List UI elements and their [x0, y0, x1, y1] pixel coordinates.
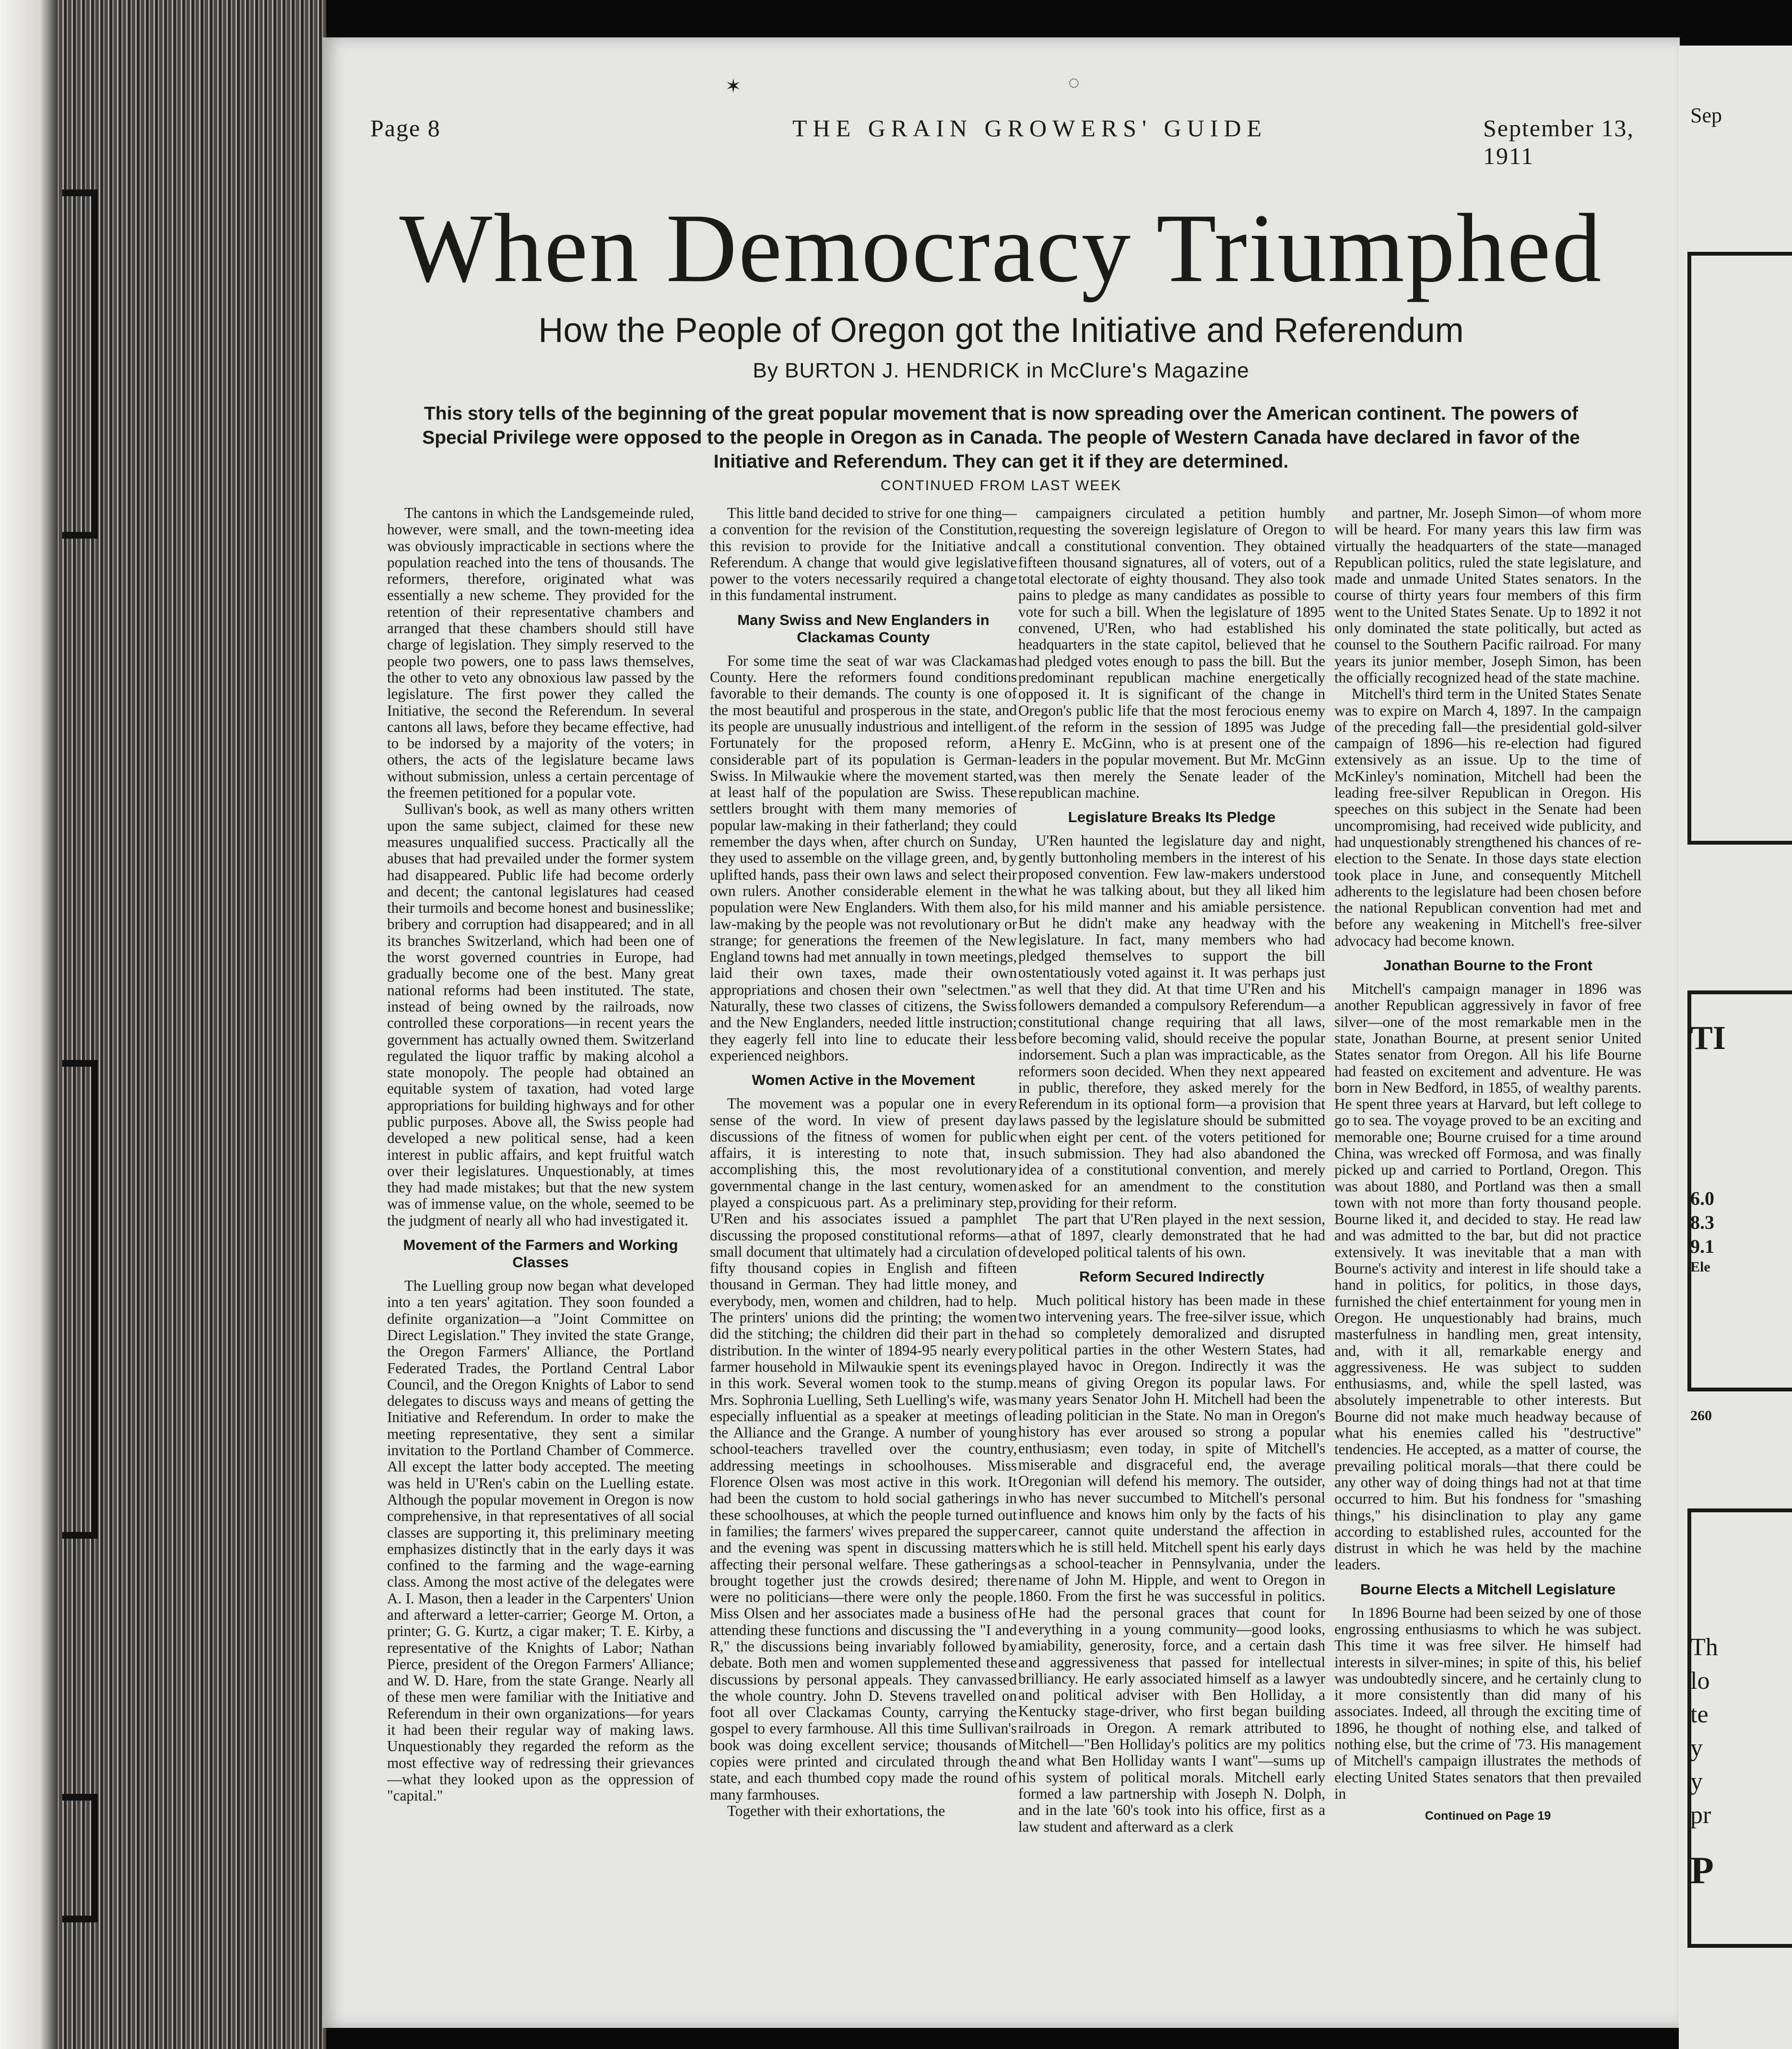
fragment-text: pr: [1690, 1802, 1711, 1829]
section-heading: Jonathan Bourne to the Front: [1383, 957, 1592, 974]
facing-page-fragment: [1679, 46, 1792, 2049]
advert-box: [1687, 252, 1792, 845]
article-paragraph: The cantons in which the Landsgemeinde ruled, however, were small, and the town-meeting idea was obviously impracticable in sections where the population reached into the tens of thousands. The reformers, therefore, originated what was essentially a new scheme. They provided for the retention of their representative chambers and arranged that these chambers should still have charge of legislation. They simply reserved to the people two powers, one to pass laws themselves, the other to veto any obnoxious law passed by the legislature. The first power they called the Initiative, the second the Referendum. In several cantons all laws, before they became effective, had to be indorsed by a majority of the voters; in others, the acts of the legislature became laws without submission, unless a certain percentage of the freemen petitioned for a popular vote.: [387, 505, 694, 801]
binding-bracket: [62, 1794, 98, 1922]
article-paragraph: Sullivan's book, as well as many others written upon the same subject, claimed for these new measures unqualified success. Practically all the abuses that had prevailed under the former system had disappeared. Public life had become orderly and decent; the cantonal legislatures had ceased their turmoils and become honest and businesslike; bribery and corruption had disappeared; and in all its branches Switzerland, which had been one of the worst governed countries in Europe, had gradually become one of the best. Many great national reforms had been instituted. The state, instead of being owned by the railroads, now controlled these corporations—in recent years the government has actually owned them. Switzerland regulated the liquor traffic by making alcohol a state monopoly. The people had obtained an equitable system of taxation, had voted large appropriations for building highways and for other public purposes. Above all, the Swiss people had developed a new political sense, had a keen interest in public affairs, and kept fruitful watch over their legislatures. Unquestionably, at times they had made mistakes; but that the new system was of immense value, on the whole, seemed to be the judgment of nearly all who had investigated it.: [387, 801, 694, 1229]
article-paragraph: This little band decided to strive for one thing—a convention for the revision of the Constitution, this revision to provide for the Initiative and Referendum. A change that would give legislative power to the voters necessarily required a change in this fundamental instrument.: [710, 505, 1017, 604]
article-paragraph: campaigners circulated a petition humbly requesting the sovereign legislature of Oregon to call a constitutional convention. They obtained fifteen thousand signatures, all of voters, out of a total electorate of eighty thousand. They also took pains to pledge as many candidates as possible to vote for such a bill. When the legislature of 1895 convened, U'Ren, who had established his headquarters in the state capitol, believed that he had pledged votes enough to pass the bill. But the predominant republican machine energetically opposed it. It is significant of the change in Oregon's public life that the most ferocious enemy of the reform in the session of 1895 was Judge Henry E. McGinn, who is at present one of the leaders in the popular movement. But Mr. McGinn was then merely the Senate leader of the republican machine.: [1018, 505, 1325, 801]
section-heading: Women Active in the Movement: [752, 1072, 975, 1089]
section-heading: Bourne Elects a Mitchell Legislature: [1360, 1580, 1616, 1598]
article-column-3: [1018, 505, 1325, 1982]
fragment-text: P: [1690, 1849, 1714, 1892]
facing-page-header: Sep: [1690, 104, 1722, 127]
article-byline: By BURTON J. HENDRICK in McClure's Magazine: [753, 359, 1250, 382]
book-cover-edge: [0, 0, 58, 2049]
article-paragraph: The movement was a popular one in every sense of the word. In view of present day discussions of the fitness of women for public affairs, it is interesting to note that, in accomplishing this, the most revolutionary governmental change in the last century, women played a conspicuous part. As a preliminary step, U'Ren and his associates issued a pamphlet discussing the proposed constitutional reforms—a small document that ultimately had a circulation of fifty thousand copies in English and fifteen thousand in German. They had little money, and everybody, men, women and children, had to help. The printers' unions did the printing; the women did the stitching; the children did their part in the distribution. In the winter of 1894-95 nearly every farmer household in Milwaukie spent its evenings in this work. Several women took to the stump. Mrs. Sophronia Luelling, Seth Luelling's wife, was especially influential as a speaker at meetings of the Alliance and the Grange. A number of young school-teachers travelled over the country, addressing meetings in schoolhouses. Miss Florence Olsen was most active in this work. It had been the custom to hold social gatherings in these schoolhouses, at which the people turned out in families; the farmers' wives prepared the supper and the evening was spent in discussing matters affecting their personal welfare. These gatherings brought together just the crowds desired; there were no politicians—there were only the people. Miss Olsen and her associates made a business of attending these functions and discussing the "I and R," the discussions being invariably followed by debate. Both men and women supplemented these discussions by personal appeals. They canvassed the whole country. John D. Stevens travelled on foot all over Clackamas County, carrying the gospel to every farmhouse. All this time Sullivan's book was doing excellent service; thousands of copies were printed and circulated through the state, and each thumbed copy made the round of many farmhouses.: [710, 1095, 1017, 1803]
fragment-text: lo: [1690, 1667, 1710, 1695]
binding-bracket: [62, 189, 98, 539]
fragment-text: Ele: [1690, 1259, 1710, 1275]
fragment-text: 9.1: [1690, 1236, 1714, 1257]
article-paragraph: The Luelling group now began what developed into a ten years' agitation. They soon founded a definite organization—a "Joint Committee on Direct Legislation." They invited the state Grange, the Oregon Farmers' Alliance, the Portland Federated Trades, the Portland Central Labor Council, and the Oregon Knights of Labor to send delegates to discuss ways and means of getting the Initiative and Referendum. In order to make the meeting representative, they sent a similar invitation to the Portland Chamber of Commerce. All except the latter body accepted. The meeting was held in U'Ren's cabin on the Luelling estate. Although the popular movement in Oregon is now comprehensive, in that representatives of all social classes are supporting it, this preliminary meeting emphasizes distinctly that in the early days it was confined to the farming and the wage-earning class. Among the most active of the delegates were A. I. Mason, then a leader in the Carpenters' Union and afterward a letter-carrier; George M. Orton, a printer; G. G. Kurtz, a cigar maker; T. E. Kirby, a representative of the Knights of Labor; Nathan Pierce, president of the Oregon Farmers' Alliance; and W. D. Hare, from the state Grange. Nearly all of these men were familiar with the Initiative and Referendum in their own organizations—for years it had been their regular way of making laws. Unquestionably they regarded the reform as the most effective way of redressing their grievances—what they looked upon as the oppression of "capital.": [387, 1277, 694, 1804]
article-column-2: [710, 505, 1017, 1982]
smudge-mark: ✶: [725, 75, 742, 97]
fragment-text: te: [1690, 1701, 1709, 1728]
article-paragraph: Much political history has been made in these two intervening years. The free-silver issue, which had so completely demoralized and disrupted political parties in the other Western States, had played havoc in Oregon. Indirectly it was the means of giving Oregon its popular laws. For many years Senator John H. Mitchell had been the leading politician in the State. No man in Oregon's history has ever aroused so strong a popular enthusiasm; even today, in spite of Mitchell's miserable and disgraceful end, the average Oregonian will defend his memory. The outsider, who has never succumbed to Mitchell's personal influence and knows him only by the facts of his career, cannot quite understand the affection in which he is still held. Mitchell spent his early days as a school-teacher in Pennsylvania, under the name of John M. Hipple, and went to Oregon in 1860. From the first he was successful in politics. He had the personal graces that count for everything in a young community—good looks, amiability, generosity, force, and a certain dash and aggressiveness that passed for intellectual brilliancy. He early associated himself as a lawyer and political adviser with Ben Holliday, a Kentucky stage-driver, who first began building railroads in Oregon. A remark attributed to Mitchell—"Ben Holliday's politics are my politics and what Ben Holliday wants I want"—sums up his system of political morals. Mitchell early formed a law partnership with Joseph N. Dolph, and in the late '60's took into his office, first as a law student and afterward as a clerk: [1018, 1292, 1325, 1835]
publication-name: THE GRAIN GROWERS' GUIDE: [792, 115, 1268, 141]
article-paragraph: U'Ren haunted the legislature day and night, gently buttonholing members in the interest of his proposed convention. Few law-makers understood what he was talking about, but they all liked him for his mild manner and his amiable persistence. But he didn't make any headway with the legislature. In fact, many members who had pledged themselves to support the bill ostentatiously voted against it. It was perhaps just as well that they did. At that time U'Ren and his followers demanded a compulsory Referendum—a constitutional change requiring that all laws, before becoming valid, should receive the popular indorsement. Such a plan was impracticable, as the reformers soon decided. When they next appeared in public, therefore, they asked merely for the Referendum in its optional form—a provision that laws passed by the legislature should be submitted when eight per cent. of the voters petitioned for such submission. They had also abandoned the idea of a constitutional convention, and merely asked for an amendment to the constitution providing for their reform.: [1018, 832, 1325, 1211]
section-heading: Movement of the Farmers and Working Classes: [403, 1236, 678, 1271]
fragment-text: 260: [1690, 1408, 1712, 1424]
fragment-text: 6.0: [1690, 1188, 1714, 1209]
article-paragraph: Mitchell's campaign manager in 1896 was another Republican aggressively in favor of free silver—one of the most remarkable men in the state, Jonathan Bourne, at present senior United States senator from Oregon. All his life Bourne had feasted on excitement and adventure. He was born in New Bedford, in 1855, of wealthy parents. He spent three years at Harvard, but left college to go to sea. The voyage proved to be an exciting and memorable one; Bourne cruised for a time around China, was wrecked off Formosa, and was finally picked up and carried to Portland, Oregon. This was about 1880, and Portland was then a small town with not more than forty thousand people. Bourne liked it, and decided to stay. He read law and was admitted to the bar, but did not practice extensively. It was inevitable that a man with Bourne's activity and interest in life should take a hand in politics, for politics, in those days, furnished the chief entertainment for young men in Oregon. He unquestionably had brains, much masterfulness in handling men, great intensity, and, with it all, remarkable energy and aggressiveness. He was subject to sudden enthusiasms, and, while the spell lasted, was absolutely impenetrable to other interests. But Bourne did not make much headway because of what his enemies called his "destructive" tendencies. He accepted, as a matter of course, the prevailing political morals—that there could be any other way of doing things had not at that time occurred to him. But his fondness for "smashing things," his disinclination to play any game according to established rules, accounted for the distrust in which he was held by the machine leaders.: [1334, 980, 1641, 1573]
article-column-4: [1334, 505, 1641, 1982]
fragment-text: 8.3: [1690, 1212, 1714, 1233]
continued-on-note: Continued on Page 19: [1425, 1809, 1551, 1823]
article-subtitle: How the People of Oregon got the Initiative and Referendum: [538, 311, 1464, 350]
page-number: Page 8: [370, 115, 441, 141]
article-intro: This story tells of the beginning of the great popular movement that is now spreading over the American continent. The powers of Special Privilege were opposed to the people in Oregon as in Canada. The people of Western Canada have declared in favor of the Initiative and Referendum. They can get it if they are determined.: [422, 403, 1580, 472]
section-heading: Reform Secured Indirectly: [1079, 1268, 1264, 1285]
section-heading: Many Swiss and New Englanders in Clackamas County: [737, 611, 990, 646]
article-paragraph: For some time the seat of war was Clackamas County. Here the reformers found conditions favorable to their demands. The county is one of the most beautiful and prosperous in the state, and its people are unusually industrious and intelligent. Fortunately for the proposed reform, a considerable part of its population is German-Swiss. In Milwaukie where the movement started, at least half of the population are Swiss. These settlers brought with them many memories of popular law-making in their fatherland; they could remember the days when, after church on Sunday, they used to assemble on the village green, and, by uplifted hands, pass their own laws and select their own rulers. Another considerable element in the population were New Englanders. With them also, law-making by the people was not revolutionary or strange; for generations the freemen of the New England towns had met annually in town meetings, laid their own taxes, made their own appropriations and chosen their own "selectmen." Naturally, these two classes of citizens, the Swiss and the New Englanders, needed little instruction; they eagerly fell into line to educate their less experienced neighbors.: [710, 652, 1017, 1064]
article-paragraph: and partner, Mr. Joseph Simon—of whom more will be heard. For many years this law firm was virtually the headquarters of the state—managed Republican politics, ruled the state legislature, and made and unmade United States senators. In the course of thirty years four members of this firm went to the United States Senate. Up to 1892 it not only dominated the state politically, but acted as counsel to the Southern Pacific railroad. For many years its junior member, Joseph Simon, has been the officially recognized head of the state machine.: [1334, 505, 1641, 686]
newspaper-page: [322, 37, 1680, 2028]
continued-from-note: CONTINUED FROM LAST WEEK: [880, 478, 1122, 494]
article-paragraph: The part that U'Ren played in the next session, that of 1897, clearly demonstrated that he had developed political talents of his own.: [1018, 1211, 1325, 1260]
fragment-text: TI: [1690, 1020, 1726, 1057]
article-paragraph: Together with their exhortations, the: [727, 1802, 945, 1819]
smudge-mark: ◌: [1068, 71, 1080, 93]
article-paragraph: In 1896 Bourne had been seized by one of those engrossing enthusiasms to which he was subject. This time it was free silver. He himself had interests in silver-mines; in spite of this, his belief was undoubtedly sincere, and he certainly clung to it more consistently than did many of his associates. Indeed, all through the exciting time of 1896, he thought of nothing else, and talked of nothing else, but the crime of '73. His management of Mitchell's campaign illustrates the methods of electing United States senators that then prevailed in: [1334, 1604, 1641, 1802]
article-column-1: [387, 505, 694, 1982]
fragment-text: Th: [1690, 1634, 1718, 1661]
article-paragraph: Mitchell's third term in the United States Senate was to expire on March 4, 1897. In the campaign of the preceding fall—the presidential gold-silver campaign of 1896—his re-election had figured extensively as an issue. Up to the time of McKinley's nomination, Mitchell had been the leading free-silver Republican in Oregon. His speeches on this subject in the Senate had been uncompromising, had received wide publicity, and had unquestionably strengthened his chances of re-election to the Senate. In those days state election took place in June, and consequently Mitchell adherents to the legislature had been chosen before the national Republican convention had met and before any weakening in Mitchell's free-silver advocacy had become known.: [1334, 685, 1641, 949]
article-title: When Democracy Triumphed: [399, 194, 1603, 303]
fragment-text: y: [1690, 1768, 1703, 1795]
binding-bracket: [62, 1060, 98, 1539]
fragment-text: y: [1690, 1734, 1703, 1762]
issue-date: September 13, 1911: [1483, 115, 1634, 169]
section-heading: Legislature Breaks Its Pledge: [1068, 809, 1276, 826]
